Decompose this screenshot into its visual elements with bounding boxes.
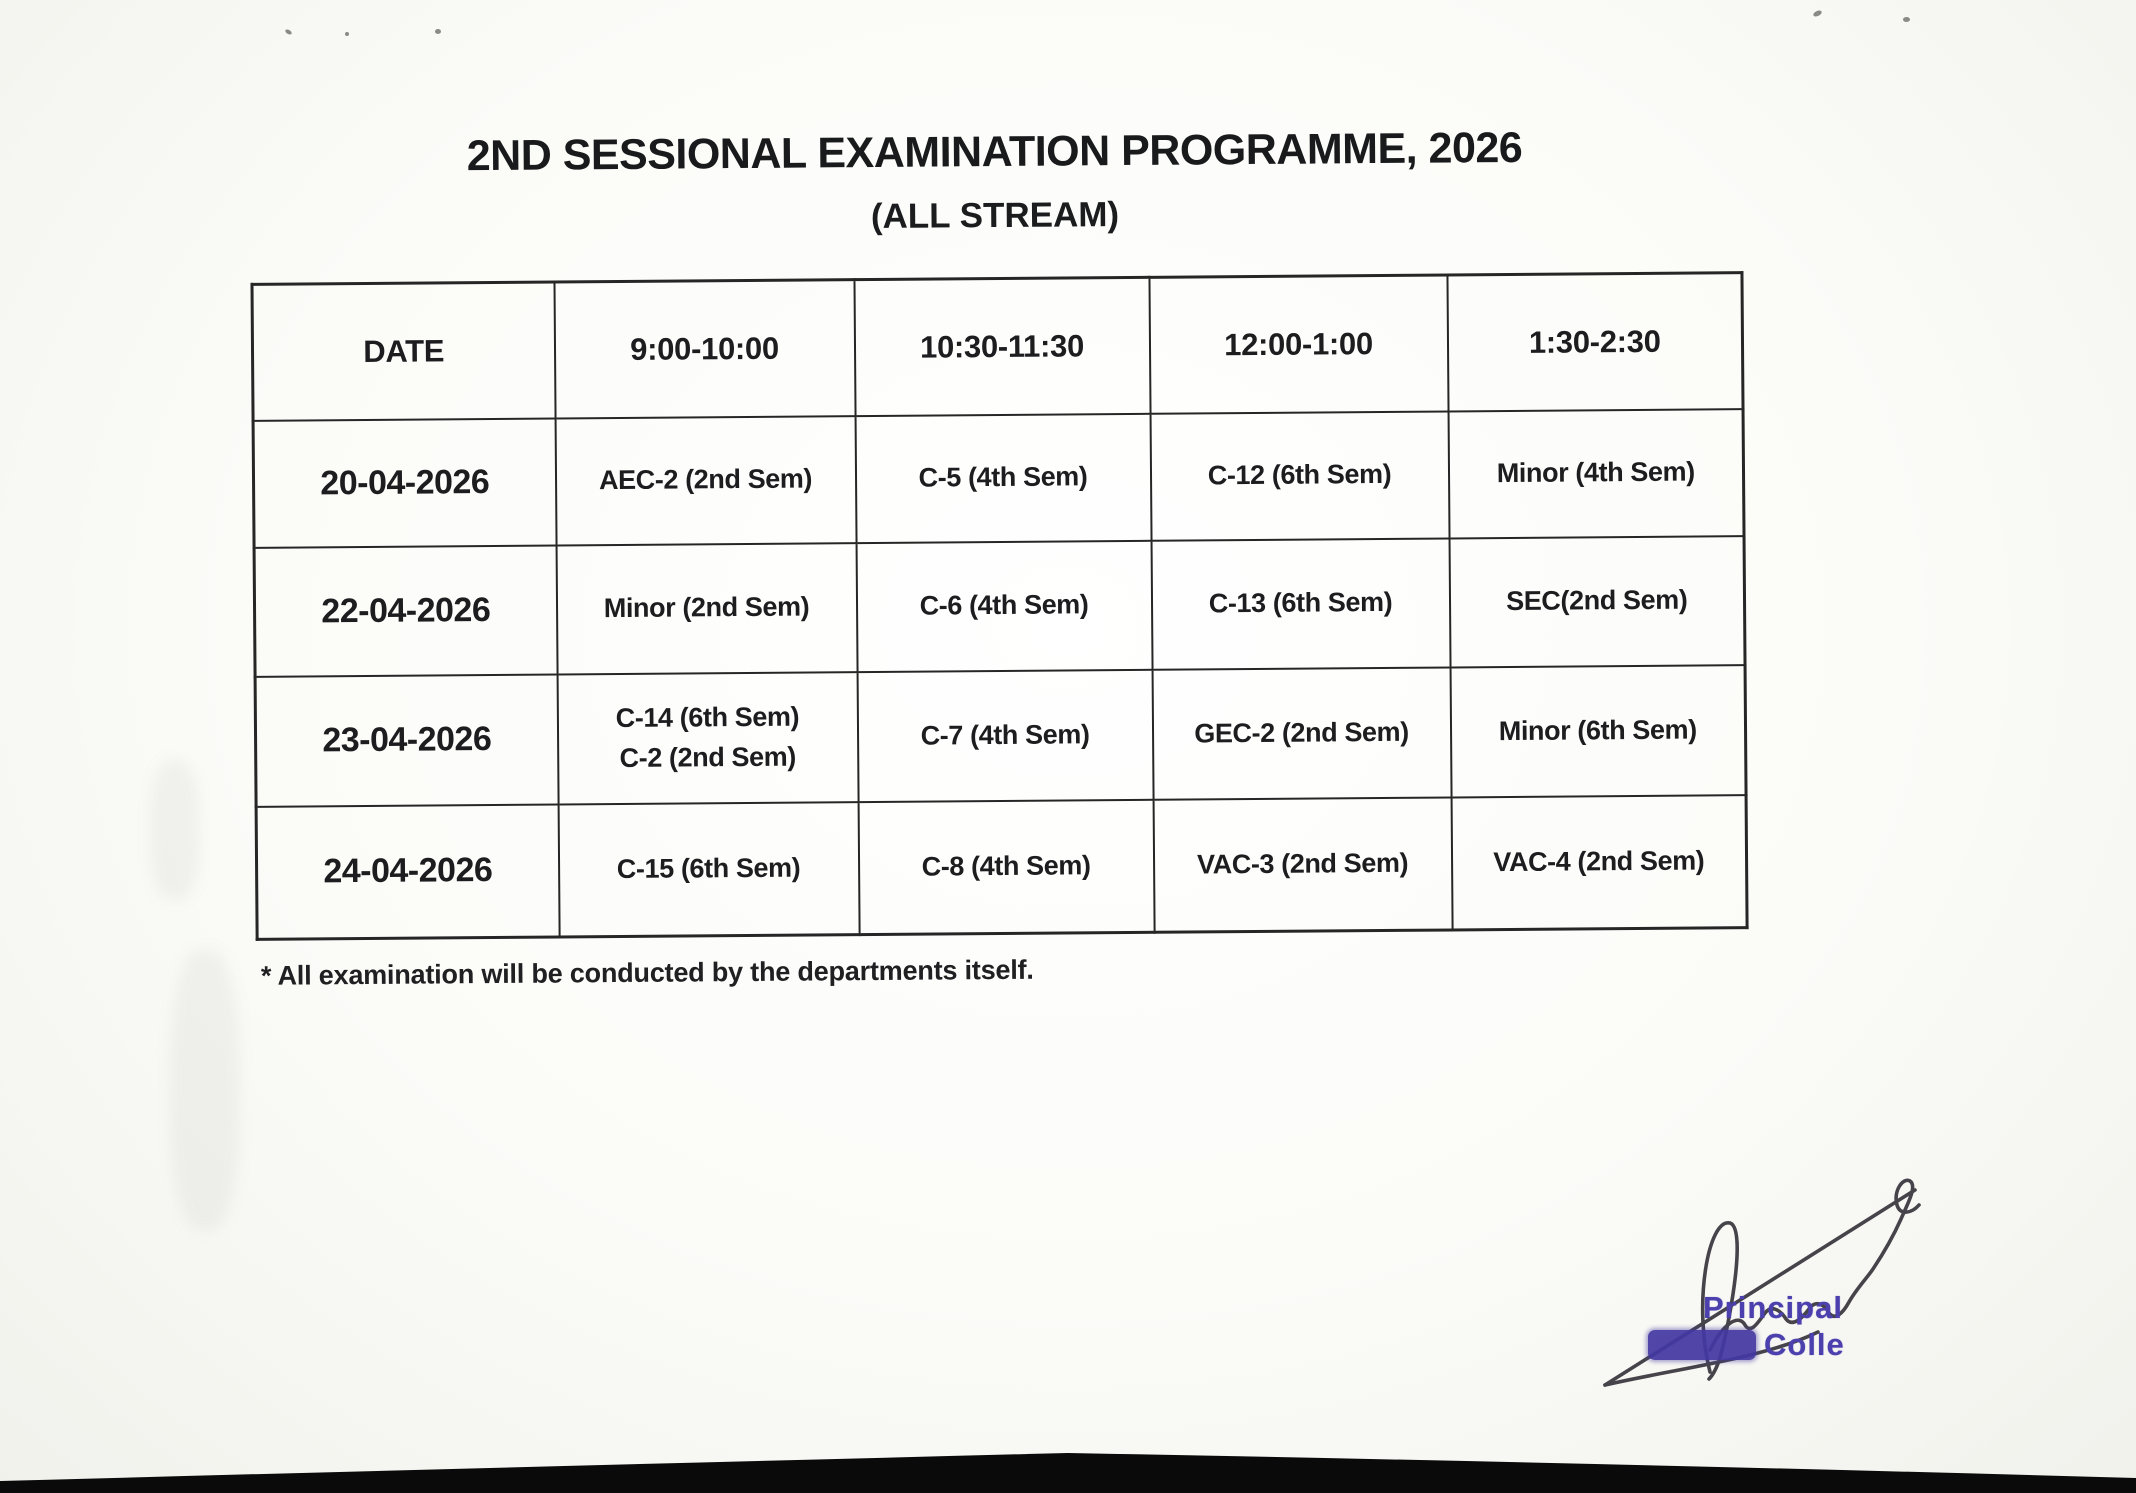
cell-line: C-12 (6th Sem) — [1207, 459, 1392, 491]
slot-cell — [1449, 536, 1745, 667]
date-cell: 23-04-2026 — [255, 674, 558, 806]
date-cell: 20-04-2026 — [253, 418, 556, 547]
scan-smudge — [150, 760, 200, 900]
page-title: 2ND SESSIONAL EXAMINATION PROGRAMME, 2026 — [466, 123, 1523, 181]
column-header-slot4: 1:30-2:30 — [1447, 273, 1743, 411]
stamp-college-line — [1648, 1327, 1845, 1363]
slot-cell — [555, 416, 856, 545]
cell-line: Minor (4th Sem) — [1496, 456, 1695, 489]
cell-line: C-2 (2nd Sem) — [619, 741, 796, 773]
cell-line: GEC-2 (2nd Sem) — [1194, 716, 1409, 749]
slot-cell — [858, 799, 1154, 934]
slot-cell — [556, 543, 857, 674]
stamp-title: Principal — [1703, 1290, 1843, 1325]
cell-line: VAC-3 (2nd Sem) — [1196, 847, 1409, 880]
cell-line: Minor (2nd Sem) — [603, 591, 810, 624]
stamp-smudge — [1648, 1330, 1756, 1360]
slot-cell — [558, 802, 859, 937]
cell-line: C-15 (6th Sem) — [616, 852, 801, 885]
cell-line: AEC-2 (2nd Sem) — [598, 463, 813, 496]
cell-line: C-5 (4th Sem) — [918, 461, 1088, 494]
cell-line: C-6 (4th Sem) — [919, 589, 1089, 622]
slot-cell — [856, 540, 1152, 671]
cell-line: Minor (6th Sem) — [1498, 714, 1697, 747]
cell-line: C-8 (4th Sem) — [921, 850, 1091, 882]
column-header-slot2: 10:30-11:30 — [854, 277, 1150, 415]
date-cell: 24-04-2026 — [256, 804, 559, 939]
slot-cell — [1451, 795, 1747, 930]
handwritten-signature — [1560, 1120, 1980, 1420]
slot-cell — [855, 413, 1151, 542]
scan-bottom-edge — [0, 1433, 2136, 1493]
table-row — [255, 665, 1746, 807]
table-row — [256, 795, 1747, 940]
cell-line: C-13 (6th Sem) — [1208, 587, 1393, 619]
footnote: * All examination will be conducted by the departments itself. — [260, 954, 1034, 991]
scan-speck — [1903, 17, 1910, 22]
scan-speck — [435, 29, 441, 34]
scan-speck — [345, 32, 349, 36]
cell-line: VAC-4 (2nd Sem) — [1493, 845, 1705, 878]
slot-cell — [1152, 667, 1451, 799]
cell-line: C-7 (4th Sem) — [920, 719, 1090, 751]
cell-line: SEC(2nd Sem) — [1506, 585, 1688, 617]
slot-cell — [1448, 409, 1744, 538]
table-row — [254, 536, 1745, 677]
cell-line: C-14 (6th Sem) — [615, 701, 800, 734]
table-row — [253, 409, 1744, 548]
exam-schedule-table — [250, 271, 1748, 941]
slot-cell — [1150, 411, 1449, 540]
column-header-slot3: 12:00-1:00 — [1149, 275, 1448, 413]
slot-cell — [1153, 797, 1452, 932]
table-header-row — [252, 273, 1743, 421]
slot-cell — [1151, 538, 1450, 669]
slot-cell — [557, 672, 858, 804]
column-header-date: DATE — [252, 282, 555, 420]
date-cell: 22-04-2026 — [254, 545, 557, 676]
slot-cell — [857, 669, 1153, 801]
stamp-college-text: Colle — [1764, 1327, 1845, 1362]
slot-cell — [1450, 665, 1746, 797]
page-subtitle: (ALL STREAM) — [870, 195, 1120, 237]
scan-smudge — [170, 950, 240, 1230]
column-header-slot1: 9:00-10:00 — [554, 280, 855, 418]
